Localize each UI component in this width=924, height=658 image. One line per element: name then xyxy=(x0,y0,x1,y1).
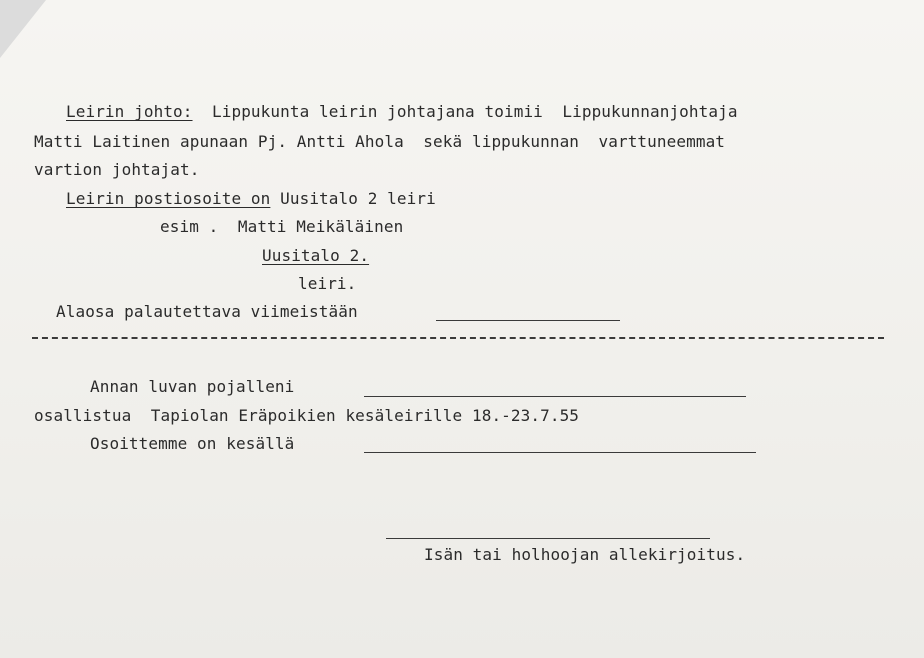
example-address-line: Uusitalo 2. xyxy=(262,246,370,265)
signature-blank xyxy=(386,538,710,539)
example-name-line: esim . Matti Meikäläinen xyxy=(160,217,404,236)
leadership-line-2: Matti Laitinen apunaan Pj. Antti Ahola sekä lippukunnan varttuneemmat xyxy=(34,132,726,151)
signature-label: Isän tai holhoojan allekirjoitus. xyxy=(424,545,746,564)
leadership-line-3: vartion johtajat. xyxy=(34,160,200,179)
summer-address-label: Osoittemme on kesällä xyxy=(90,434,295,453)
camp-leadership-text: Lippukunta leirin johtajana toimii Lippukunnanjohtaja xyxy=(192,102,738,121)
return-deadline-blank xyxy=(436,320,620,321)
camp-leadership-label: Leirin johto: xyxy=(66,102,193,121)
summer-address-blank xyxy=(364,452,756,453)
folded-corner xyxy=(0,0,46,58)
return-deadline-label: Alaosa palautettava viimeistään xyxy=(56,302,358,321)
camp-leadership-line xyxy=(66,102,738,121)
postal-address-label: Leirin postiosoite on xyxy=(66,189,271,208)
son-name-blank xyxy=(364,396,746,397)
permission-label: Annan luvan pojalleni xyxy=(90,377,295,396)
participation-line: osallistua Tapiolan Eräpoikien kesäleirille 18.-23.7.55 xyxy=(34,406,580,425)
example-camp-line: leiri. xyxy=(298,274,357,293)
postal-address-value: Uusitalo 2 leiri xyxy=(270,189,436,208)
cut-line xyxy=(32,337,884,339)
postal-address-line xyxy=(66,189,436,208)
